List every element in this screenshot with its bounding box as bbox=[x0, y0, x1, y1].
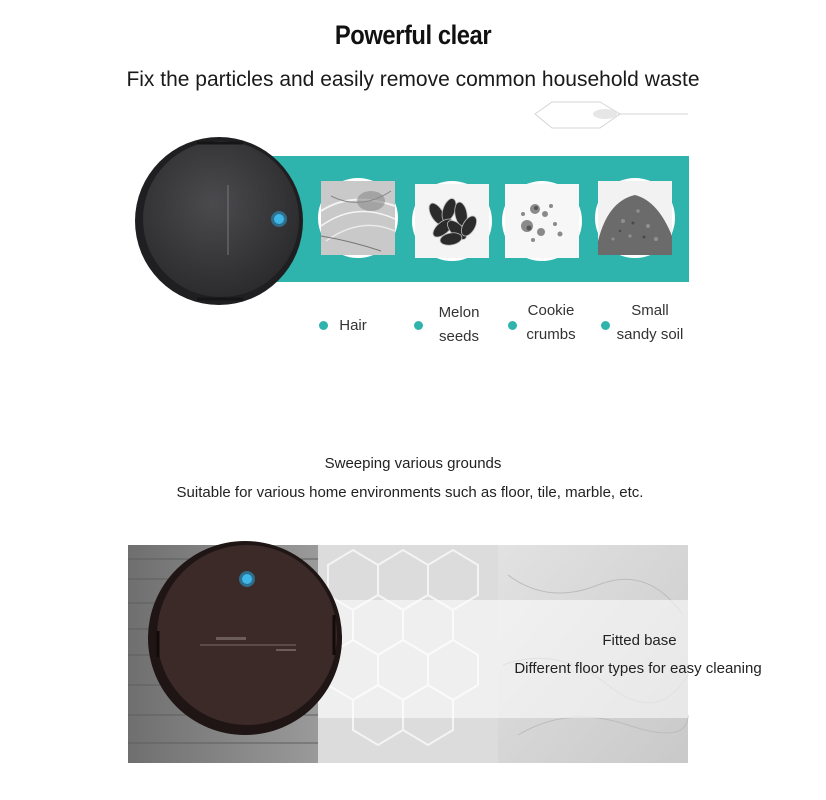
bullet-dot bbox=[414, 321, 423, 330]
melon-seeds-icon bbox=[412, 181, 492, 261]
floor-types-panel bbox=[128, 545, 762, 763]
decorative-outline-graphic bbox=[530, 98, 690, 132]
page-subtitle: Fix the particles and easily remove common household waste bbox=[126, 68, 700, 91]
cookie-crumbs-icon bbox=[502, 181, 582, 261]
label-melon-seeds: Melon seeds bbox=[438, 304, 480, 345]
label-hair: Hair bbox=[339, 317, 367, 334]
hair-icon bbox=[318, 178, 398, 258]
sandy-soil-icon bbox=[595, 178, 675, 258]
floor-caption-title: Fitted base bbox=[602, 632, 677, 649]
bullet-dot bbox=[601, 321, 610, 330]
page-title: Powerful clear bbox=[334, 20, 492, 50]
bullet-dot bbox=[319, 321, 328, 330]
section-heading: Sweeping various grounds bbox=[324, 455, 502, 472]
bullet-dot bbox=[508, 321, 517, 330]
label-small-sandy-soil: Small sandy soil bbox=[616, 302, 684, 343]
floor-caption-description: Different floor types for easy cleaning bbox=[514, 660, 762, 677]
section-description: Suitable for various home environments such as floor, tile, marble, etc. bbox=[176, 484, 644, 501]
label-cookie-crumbs: Cookie crumbs bbox=[526, 302, 576, 343]
robot-vacuum-top-image bbox=[133, 135, 305, 307]
